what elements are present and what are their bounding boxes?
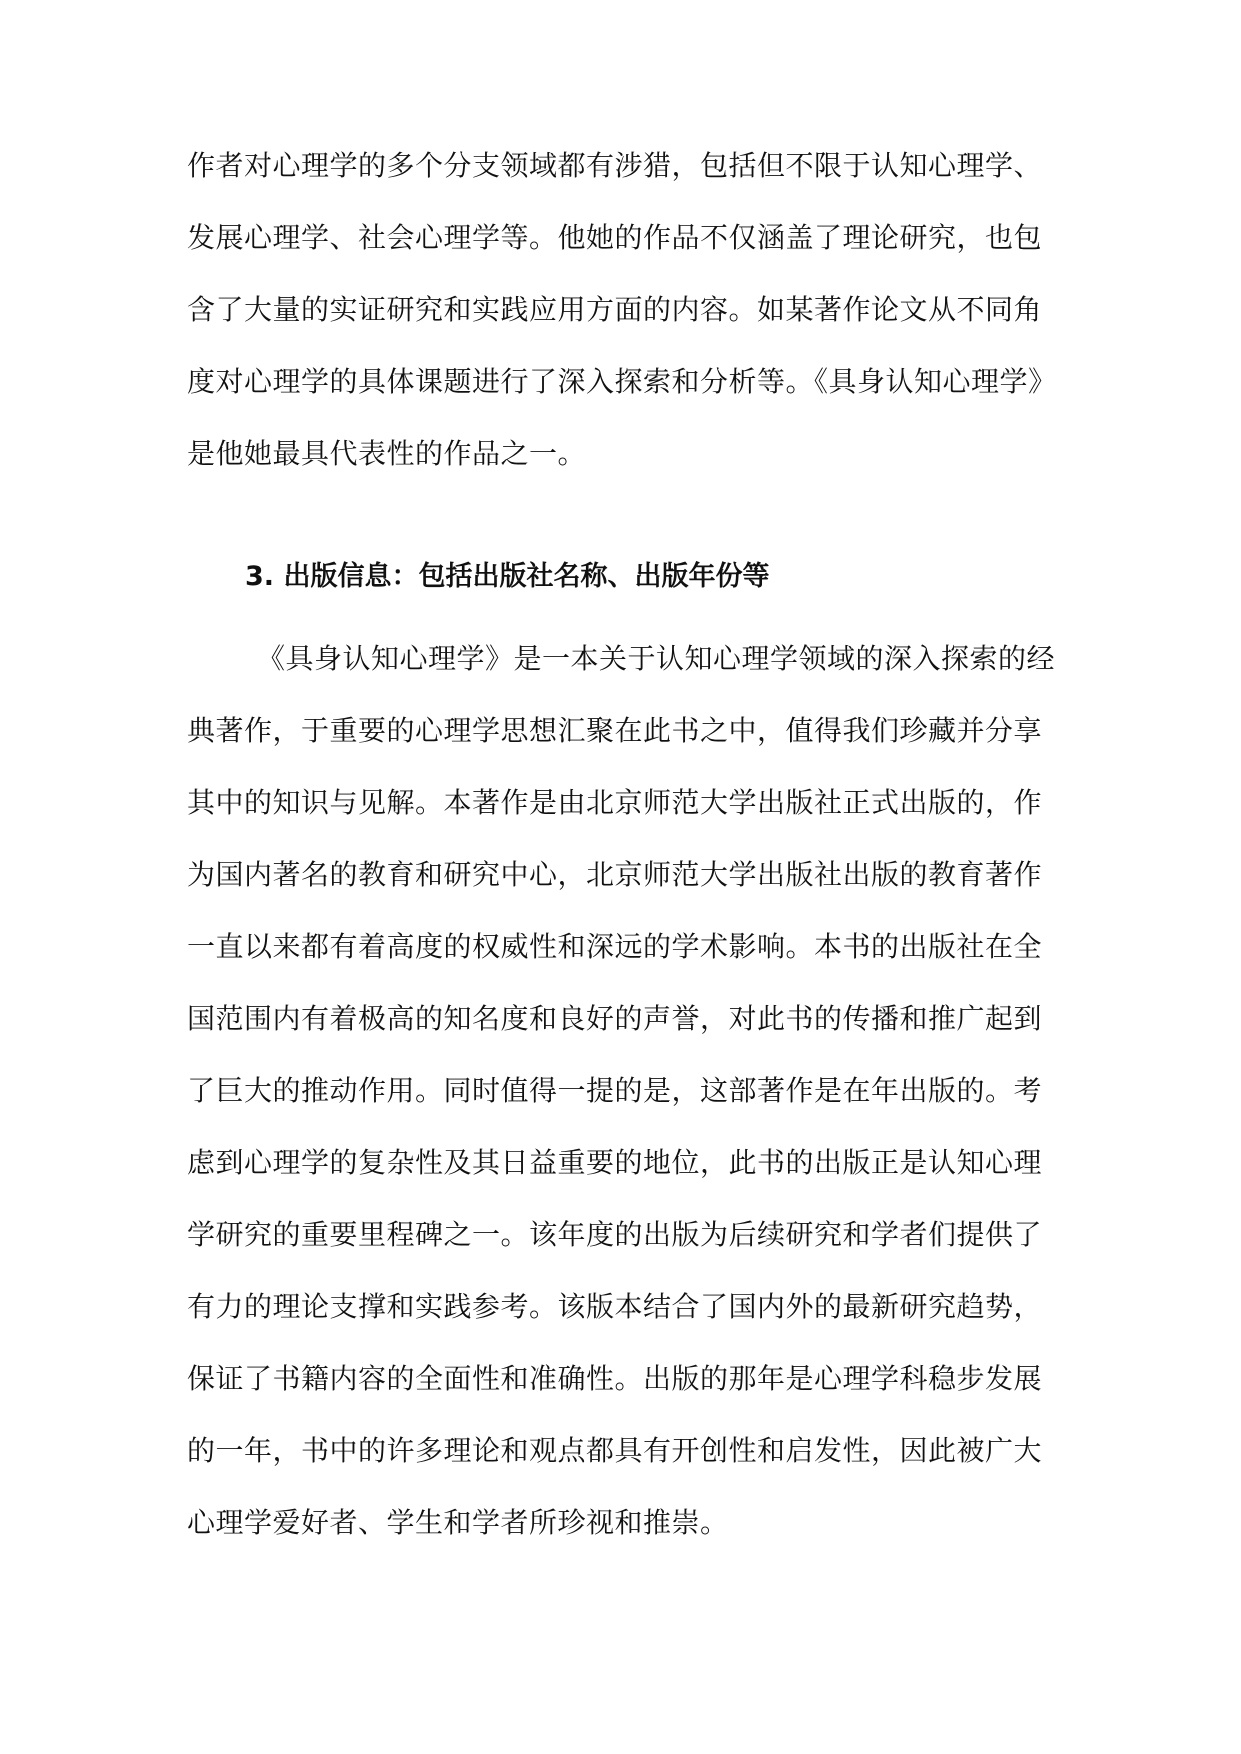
paragraph-line: 的一年，书中的许多理论和观点都具有开创性和启发性，因此被广大 bbox=[187, 1434, 1043, 1467]
paragraph-line: 保证了书籍内容的全面性和准确性。出版的那年是心理学科稳步发展 bbox=[187, 1362, 1043, 1395]
paragraph-line: 有力的理论支撑和实践参考。该版本结合了国内外的最新研究趋势， bbox=[187, 1290, 1043, 1323]
paragraph-line: 学研究的重要里程碑之一。该年度的出版为后续研究和学者们提供了 bbox=[187, 1218, 1043, 1251]
paragraph-line: 度对心理学的具体课题进行了深入探索和分析等。《具身认知心理学》 bbox=[187, 365, 1057, 398]
paragraph-line: 是他她最具代表性的作品之一。 bbox=[187, 437, 587, 470]
paragraph-line: 心理学爱好者、学生和学者所珍视和推崇。 bbox=[187, 1506, 729, 1539]
paragraph-publication-info bbox=[187, 623, 1056, 1559]
paragraph-line: 发展心理学、社会心理学等。他她的作品不仅涵盖了理论研究，也包 bbox=[187, 221, 1043, 254]
paragraph-line: 《具身认知心理学》是一本关于认知心理学领域的深入探索的经 bbox=[257, 642, 1056, 675]
paragraph-line: 虑到心理学的复杂性及其日益重要的地位，此书的出版正是认知心理 bbox=[187, 1146, 1043, 1179]
paragraph-line: 了巨大的推动作用。同时值得一提的是，这部著作是在年出版的。考 bbox=[187, 1074, 1043, 1107]
paragraph-line: 一直以来都有着高度的权威性和深远的学术影响。本书的出版社在全 bbox=[187, 930, 1043, 963]
paragraph-line: 作者对心理学的多个分支领域都有涉猎，包括但不限于认知心理学、 bbox=[187, 149, 1043, 182]
paragraph-line: 含了大量的实证研究和实践应用方面的内容。如某著作论文从不同角 bbox=[187, 293, 1043, 326]
paragraph-line: 其中的知识与见解。本著作是由北京师范大学出版社正式出版的，作 bbox=[187, 786, 1043, 819]
paragraph-line: 国范围内有着极高的知名度和良好的声誉，对此书的传播和推广起到 bbox=[187, 1002, 1043, 1035]
section-heading-publication-info: 3. 出版信息：包括出版社名称、出版年份等 bbox=[245, 561, 770, 592]
paragraph-line: 为国内著名的教育和研究中心，北京师范大学出版社出版的教育著作 bbox=[187, 858, 1043, 891]
paragraph-line: 典著作，于重要的心理学思想汇聚在此书之中，值得我们珍藏并分享 bbox=[187, 714, 1043, 747]
paragraph-author-works bbox=[187, 130, 1057, 490]
